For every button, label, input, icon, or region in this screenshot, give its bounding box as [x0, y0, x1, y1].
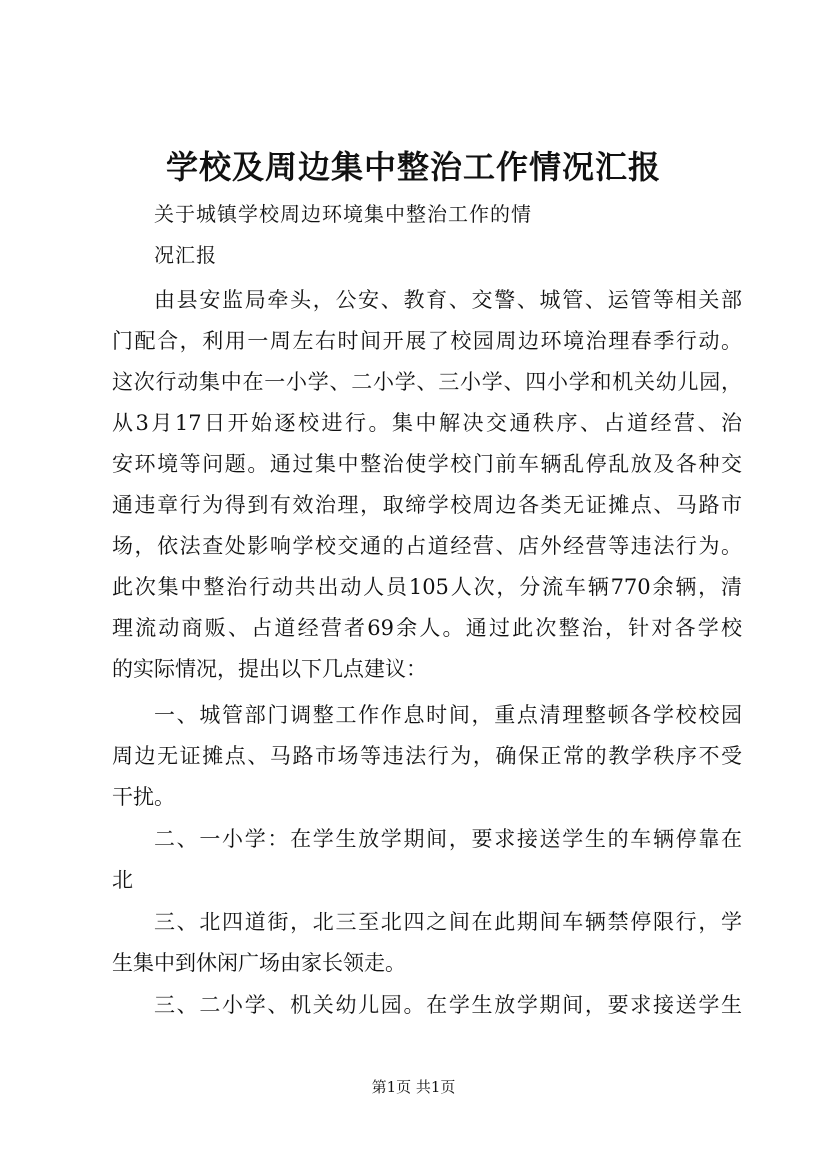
- body-line: 三、北四道街，北三至北四之间在此期间车辆禁停限行，学: [154, 910, 742, 934]
- document-title: 学校及周边集中整治工作情况汇报: [165, 148, 661, 186]
- body-line: 此次集中整治行动共出动人员105人次，分流车辆770余辆，清: [112, 575, 742, 599]
- body-line: 通违章行为得到有效治理，取缔学校周边各类无证摊点、马路市: [112, 493, 742, 517]
- body-line: 北: [112, 868, 133, 892]
- body-line: 生集中到休闲广场由家长领走。: [112, 951, 406, 975]
- body-line: 一、城管部门调整工作作息时间，重点清理整顿各学校校园: [154, 703, 742, 727]
- body-line: 从3月17日开始逐校进行。集中解决交通秩序、占道经营、治: [112, 411, 742, 435]
- body-line: 三、二小学、机关幼儿园。在学生放学期间，要求接送学生: [154, 993, 742, 1017]
- body-line: 由县安监局牵头，公安、教育、交警、城管、运管等相关部: [154, 288, 742, 312]
- subtitle-line-2: 况汇报: [154, 243, 217, 267]
- body-line: 干扰。: [112, 785, 175, 809]
- body-line: 周边无证摊点、马路市场等违法行为，确保正常的教学秩序不受: [112, 744, 742, 768]
- page-number-footer: 第1页 共1页: [371, 1078, 456, 1096]
- body-line: 安环境等问题。通过集中整治使学校门前车辆乱停乱放及各种交: [112, 452, 742, 476]
- body-line: 门配合，利用一周左右时间开展了校园周边环境治理春季行动。: [112, 329, 742, 353]
- body-line: 理流动商贩、占道经营者69余人。通过此次整治，针对各学校: [112, 616, 742, 640]
- subtitle-line-1: 关于城镇学校周边环境集中整治工作的情: [154, 202, 532, 226]
- body-line: 这次行动集中在一小学、二小学、三小学、四小学和机关幼儿园，: [112, 370, 742, 394]
- body-line: 二、一小学：在学生放学期间，要求接送学生的车辆停靠在: [154, 827, 742, 851]
- body-line: 场，依法查处影响学校交通的占道经营、店外经营等违法行为。: [112, 534, 742, 558]
- body-line: 的实际情况，提出以下几点建议：: [112, 657, 427, 681]
